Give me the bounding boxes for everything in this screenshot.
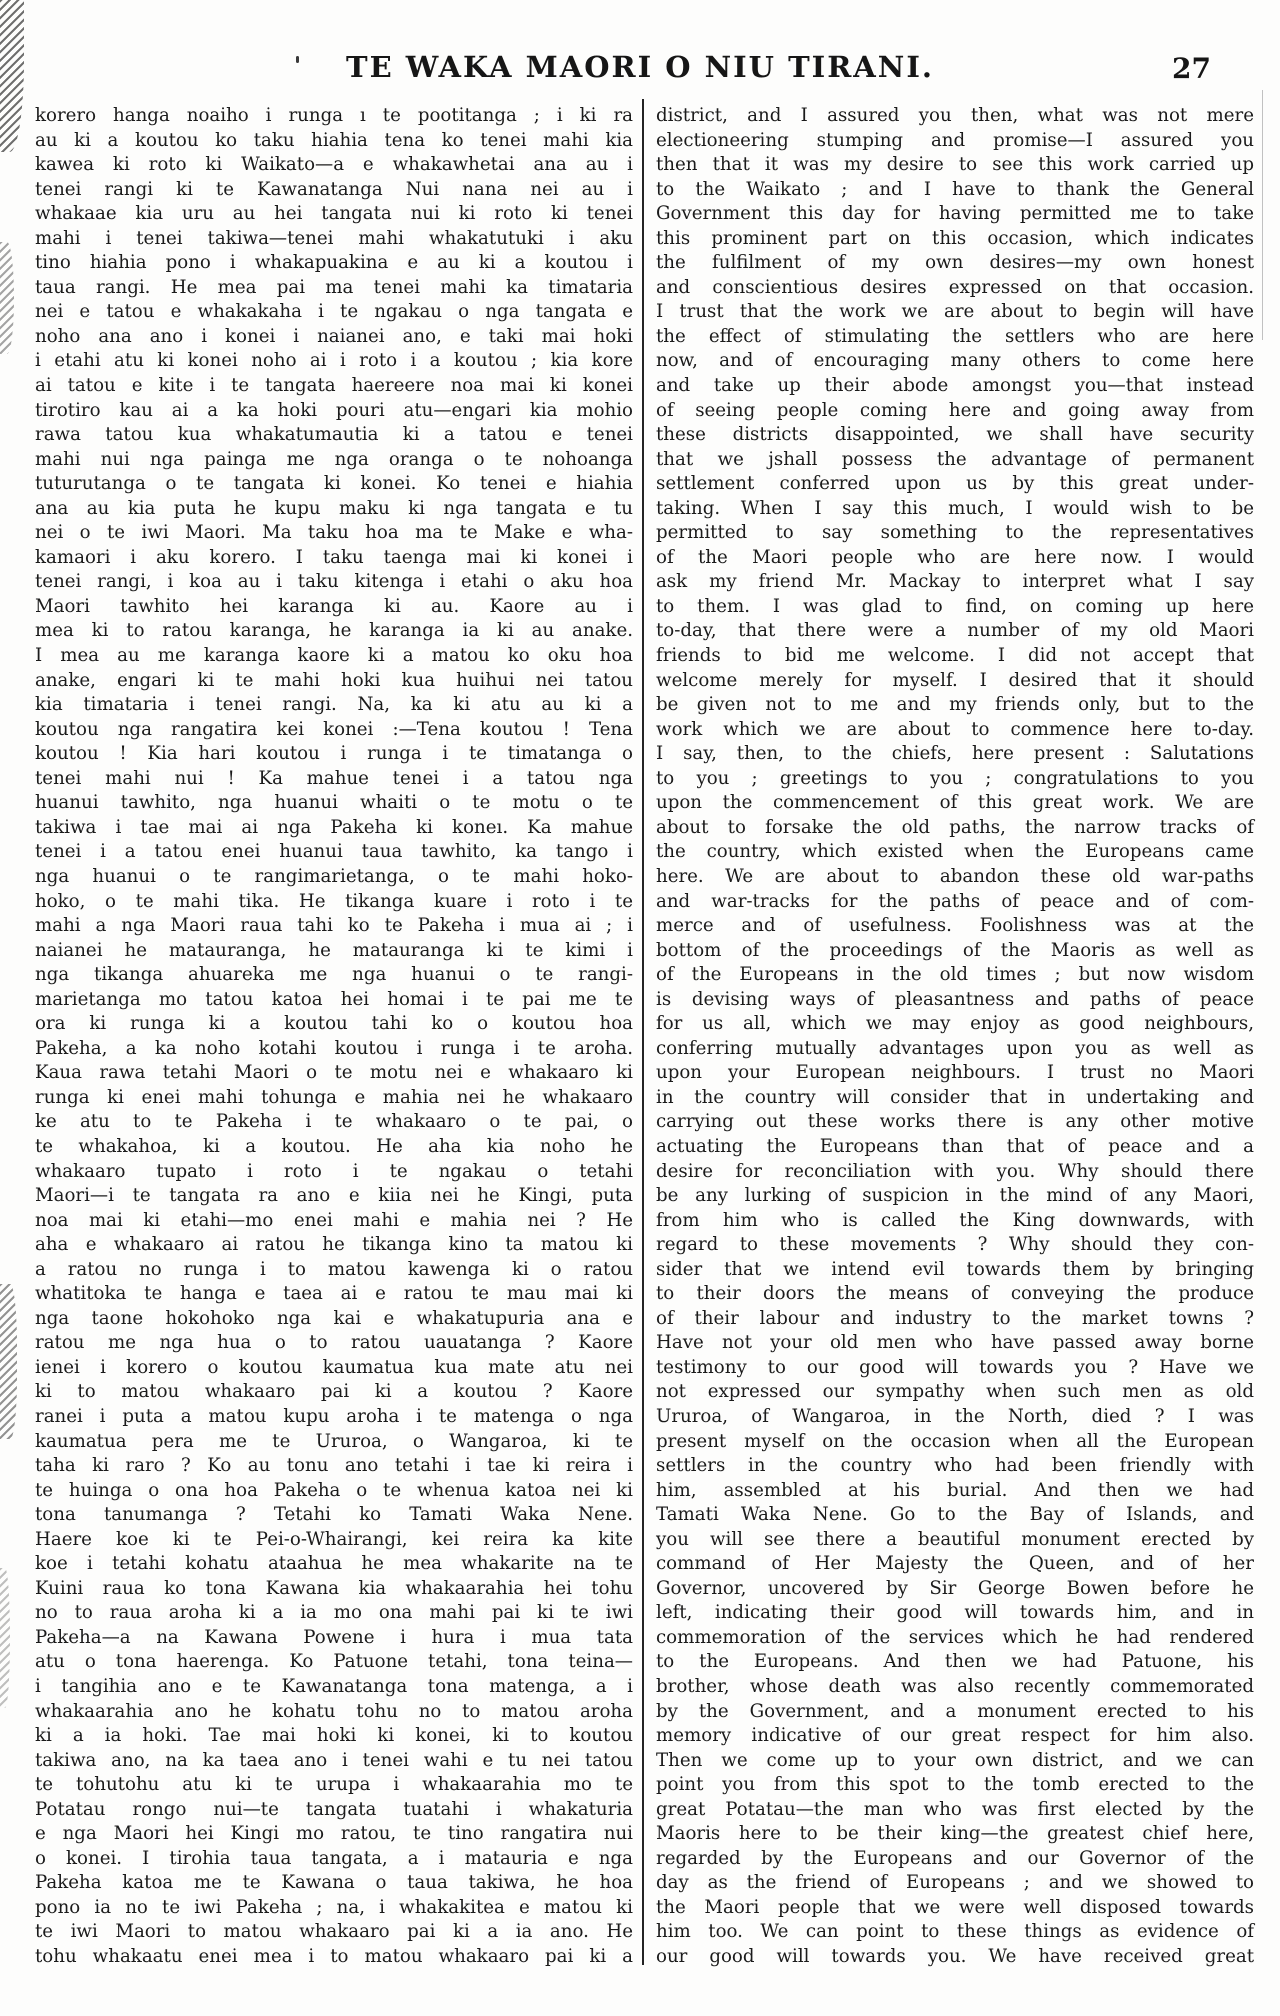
text-line: nga tikanga ahuareka me nga huanui o te rangi- xyxy=(35,964,633,986)
text-line: nga taone hokohoko nga kai e whakatupuria ana e xyxy=(35,1307,633,1329)
text-line: naianei he matauranga, he matauranga ki te kimi i xyxy=(35,939,633,961)
text-line: hoko, o te mahi tika. He tikanga kuare i roto i te xyxy=(35,890,633,912)
text-line: tenei rangi ki te Kawanatanga Nui nana nei au i xyxy=(35,178,633,200)
text-line: noa mai ki etahi—mo enei mahi e mahia nei ? He xyxy=(35,1209,633,1231)
text-line: electioneering stumping and promise—I assured you xyxy=(656,129,1254,151)
text-line: kia timataria i tenei rangi. Na, ka ki atu au ki a xyxy=(35,694,633,716)
page-number: 27 xyxy=(1172,52,1211,85)
text-line: for us all, which we may enjoy as good neighbours, xyxy=(656,1013,1254,1035)
text-line: our good will towards you. We have received great xyxy=(656,1946,1254,1968)
text-line: no to raua aroha ki a ia mo ona mahi pai ki te iwi xyxy=(35,1602,633,1624)
text-line: tenei rangi, i koa au i taku kitenga i etahi o aku hoa xyxy=(35,571,633,593)
text-line: i tangihia ano e te Kawanatanga tona matenga, a i xyxy=(35,1676,633,1697)
text-line: of seeing people coming here and going away from xyxy=(656,399,1254,421)
text-line: ana au kia puta he kupu maku ki nga tangata e tu xyxy=(35,497,633,519)
text-line: to the Europeans. And then we had Patuone, his xyxy=(656,1651,1254,1673)
text-line: Governor, uncovered by Sir George Bowen before he xyxy=(656,1577,1254,1599)
text-line: testimony to our good will towards you ? Have we xyxy=(656,1356,1254,1378)
text-line: huanui tawhito, nga huanui whaiti o te motu o te xyxy=(35,792,633,814)
text-line: Maoris here to be their king—the greatest chief here, xyxy=(656,1823,1254,1845)
text-line: te huinga o ona hoa Pakeha o te whenua katoa nei ki xyxy=(35,1479,633,1501)
text-line: ratou me nga hua o to ratou uauatanga ? Kaore xyxy=(35,1332,633,1354)
text-line: great Potatau—the man who was first elected by the xyxy=(656,1798,1254,1820)
text-line: marietanga mo tatou katoa hei homai i te pai me te xyxy=(35,988,633,1010)
text-line: te whakahoa, ki a koutou. He aha kia noho he xyxy=(35,1135,633,1157)
text-line: him, assembled at his burial. And then we had xyxy=(656,1479,1254,1501)
text-line: regarded by the Europeans and our Governor of the xyxy=(656,1847,1254,1869)
column-divider-rule xyxy=(642,99,644,1965)
text-line: whakaae kia uru au hei tangata nui ki roto ki tenei xyxy=(35,203,633,225)
text-line: o konei. I tirohia taua tangata, a i matauria e nga xyxy=(35,1847,633,1869)
text-line: kaumatua pera me te Ururoa, o Wangaroa, ki te xyxy=(35,1430,633,1452)
text-line: of their labour and industry to the market towns ? xyxy=(656,1307,1254,1329)
text-line: aha e whakaaro ai ratou he tikanga kino ta matou ki xyxy=(35,1234,633,1256)
text-line: runga ki enei mahi tohunga e mahia nei he whakaaro xyxy=(35,1086,633,1108)
text-line: the effect of stimulating the settlers who are here xyxy=(656,325,1254,347)
text-line: the country, which existed when the Europeans came xyxy=(656,841,1254,863)
text-line: be any lurking of suspicion in the mind of any Maori, xyxy=(656,1185,1254,1207)
text-line: of the Maori people who are here now. I would xyxy=(656,546,1254,568)
text-line: to their doors the means of conveying the produce xyxy=(656,1283,1254,1305)
text-line: to the Waikato ; and I have to thank the General xyxy=(656,178,1254,200)
text-line: not expressed our sympathy when such men as old xyxy=(656,1381,1254,1403)
text-line: whakaarahia ano he kohatu tohu no to matou aroha xyxy=(35,1700,633,1722)
text-line: I mea au me karanga kaore ki a matou ko oku hoa xyxy=(35,645,633,667)
text-line: koutou nga rangatira kei konei :—Tena koutou ! Tena xyxy=(35,718,633,740)
text-line: and war-tracks for the paths of peace and of com- xyxy=(656,890,1254,912)
text-line: te iwi Maori to matou whakaaro pai ki a ia ano. He xyxy=(35,1921,633,1943)
text-line: now, and of encouraging many others to come here xyxy=(656,350,1254,372)
text-line: Ururoa, of Wangaroa, in the North, died ? I was xyxy=(656,1405,1254,1427)
text-line: Pakeha—a na Kawana Powene i hura i mua tata xyxy=(35,1626,633,1648)
text-line: anake, engari ki te mahi hoki kua huihui nei tatou xyxy=(35,669,633,691)
text-line: to you ; greetings to you ; congratulations to you xyxy=(656,767,1254,789)
text-line: tenei i a tatou enei huanui taua tawhito, ka tango i xyxy=(35,841,633,863)
text-line: brother, whose death was also recently commemorated xyxy=(656,1676,1254,1697)
text-line: to-day, that there were a number of my old Maori xyxy=(656,620,1254,642)
text-line: pono ia no te iwi Pakeha ; na, i whakakitea e matou ki xyxy=(35,1896,633,1918)
text-line: whakaaro tupato i roto i te ngakau o tetahi xyxy=(35,1160,633,1182)
text-line: regard to these movements ? Why should they con- xyxy=(656,1234,1254,1256)
text-line: the Maori people that we were well disposed towards xyxy=(656,1896,1254,1918)
text-line: carrying out these works there is any other motive xyxy=(656,1111,1254,1133)
scan-artifact xyxy=(0,1568,10,1708)
right-column-english-text xyxy=(656,104,1254,1970)
text-line: mea ki to ratou karanga, he karanga ia ki au anake. xyxy=(35,620,633,642)
text-line: him too. We can point to these things as evidence of xyxy=(656,1921,1254,1943)
text-line: nga huanui o te rangimarietanga, o te mahi hoko- xyxy=(35,865,633,887)
text-line: taking. When I say this much, I would wish to be xyxy=(656,497,1254,519)
text-line: ora ki runga ki a koutou tahi ko o koutou hoa xyxy=(35,1013,633,1035)
text-line: that we jshall possess the advantage of permanent xyxy=(656,448,1254,470)
text-line: upon your European neighbours. I trust no Maori xyxy=(656,1062,1254,1084)
text-line: tino hiahia pono i whakapuakina e au ki a koutou i xyxy=(35,252,633,274)
text-line: district, and I assured you then, what was not mere xyxy=(656,105,1254,126)
scan-artifact xyxy=(0,1284,17,1439)
text-line: by the Government, and a monument erected to his xyxy=(656,1700,1254,1722)
text-line: ranei i puta a matou kupu aroha i te matenga o nga xyxy=(35,1405,633,1427)
text-line: ki a ia hoki. Tae mai hoki ki konei, ki to koutou xyxy=(35,1725,633,1747)
text-line: be given not to me and my friends only, but to the xyxy=(656,694,1254,716)
text-line: permitted to say something to the representatives xyxy=(656,522,1254,544)
text-line: Kaua rawa tetahi Maori o te motu nei e whakaaro ki xyxy=(35,1062,633,1084)
text-line: merce and of usefulness. Foolishness was at the xyxy=(656,915,1254,937)
text-line: rawa tatou kua whakatumautia ki a tatou e tenei xyxy=(35,424,633,446)
text-line: and take up their abode amongst you—that instead xyxy=(656,375,1254,397)
left-column-maori-text xyxy=(35,104,633,1970)
text-line: Tamati Waka Nene. Go to the Bay of Islands, and xyxy=(656,1504,1254,1526)
text-line: actuating the Europeans than that of peace and a xyxy=(656,1135,1254,1157)
text-line: Maori—i te tangata ra ano e kiia nei he Kingi, puta xyxy=(35,1185,633,1207)
text-line: korero hanga noaiho i runga ı te pootitanga ; i ki ra xyxy=(35,105,633,126)
text-line: tona tanumanga ? Tetahi ko Tamati Waka Nene. xyxy=(35,1504,633,1526)
text-line: the fulfilment of my own desires—my own honest xyxy=(656,252,1254,274)
text-line: Government this day for having permitted me to take xyxy=(656,203,1254,225)
text-line: friends to bid me welcome. I did not accept that xyxy=(656,645,1254,667)
text-line: koutou ! Kia hari koutou i runga i te timatanga o xyxy=(35,743,633,765)
text-line: desire for reconciliation with you. Why should there xyxy=(656,1160,1254,1182)
text-line: mahi nui nga painga me nga oranga o te nohoanga xyxy=(35,448,633,470)
text-line: in the country will consider that in undertaking and xyxy=(656,1086,1254,1108)
text-line: I trust that the work we are about to begin will have xyxy=(656,301,1254,323)
text-line: point you from this spot to the tomb erected to the xyxy=(656,1774,1254,1796)
text-line: tenei mahi nui ! Ka mahue tenei i a tatou nga xyxy=(35,767,633,789)
text-line: from him who is called the King downwards, with xyxy=(656,1209,1254,1231)
text-line: i etahi atu ki konei noho ai i roto i a koutou ; kia kore xyxy=(35,350,633,372)
text-line: about to forsake the old paths, the narrow tracks of xyxy=(656,816,1254,838)
text-line: tohu whakaatu enei mea i to matou whakaaro pai ki a xyxy=(35,1946,633,1968)
text-line: of the Europeans in the old times ; but now wisdom xyxy=(656,964,1254,986)
text-line: to them. I was glad to find, on coming up here xyxy=(656,595,1254,617)
text-line: and conscientious desires expressed on that occasion. xyxy=(656,276,1254,298)
text-line: a ratou no runga i to matou kawenga ki o ratou xyxy=(35,1258,633,1280)
text-line: ai tatou e kite i te tangata haereere noa mai ki konei xyxy=(35,375,633,397)
text-line: day as the friend of Europeans ; and we showed to xyxy=(656,1872,1254,1894)
text-line: tirotiro kau ai a ka hoki pouri atu—engari kia mohio xyxy=(35,399,633,421)
text-line: te tohutohu atu ki te urupa i whakaarahia mo te xyxy=(35,1774,633,1796)
text-line: settlers in the country who had been friendly with xyxy=(656,1455,1254,1477)
text-line: au ki a koutou ko taku hiahia tena ko tenei mahi kia xyxy=(35,129,633,151)
text-line: koe i tetahi kohatu ataahua he mea whakarite na te xyxy=(35,1553,633,1575)
text-line: bottom of the proceedings of the Maoris as well as xyxy=(656,939,1254,961)
text-line: Pakeha, a ka noho kotahi koutou i runga i te aroha. xyxy=(35,1037,633,1059)
text-line: sider that we intend evil towards them by bringing xyxy=(656,1258,1254,1280)
text-line: e nga Maori hei Kingi mo ratou, te tino rangatira nui xyxy=(35,1823,633,1845)
scan-artifact xyxy=(0,242,14,354)
page-edge-mark xyxy=(1262,90,1263,340)
text-line: takiwa i tae mai ai nga Pakeha ki koneı. Ka mahue xyxy=(35,816,633,838)
text-line: left, indicating their good will towards him, and in xyxy=(656,1602,1254,1624)
text-line: I say, then, to the chiefs, here present : Salutations xyxy=(656,743,1254,765)
text-line: tuturutanga o te tangata ki konei. Ko tenei e hiahia xyxy=(35,473,633,495)
text-line: work which we are about to commence here to-day. xyxy=(656,718,1254,740)
text-line: Potatau rongo nui—te tangata tuatahi i whakaturia xyxy=(35,1798,633,1820)
text-line: Pakeha katoa me te Kawana o taua takiwa, he hoa xyxy=(35,1872,633,1894)
text-line: welcome merely for myself. I desired that it should xyxy=(656,669,1254,691)
text-line: takiwa ano, na ka taea ano i tenei wahi e tu nei tatou xyxy=(35,1749,633,1771)
text-line: atu o tona haerenga. Ko Patuone tetahi, tona teina— xyxy=(35,1651,633,1673)
text-line: noho ana ano i konei i naianei ano, e taki mai hoki xyxy=(35,325,633,347)
text-line: ki to matou whakaaro pai ki a koutou ? Kaore xyxy=(35,1381,633,1403)
text-line: ienei i korero o koutou kaumatua kua mate atu nei xyxy=(35,1356,633,1378)
text-line: kamaori i aku korero. I taku taenga mai ki konei i xyxy=(35,546,633,568)
text-line: Kuini raua ko tona Kawana kia whakaarahia hei tohu xyxy=(35,1577,633,1599)
text-line: Maori tawhito hei karanga ki au. Kaore au i xyxy=(35,595,633,617)
text-line: Have not your old men who have passed away borne xyxy=(656,1332,1254,1354)
text-line: kawea ki roto ki Waikato—a e whakawhetai ana au i xyxy=(35,154,633,176)
text-line: you will see there a beautiful monument erected by xyxy=(656,1528,1254,1550)
text-line: these districts disappointed, we shall have security xyxy=(656,424,1254,446)
text-line: taua rangi. He mea pai ma tenei mahi ka timataria xyxy=(35,276,633,298)
text-line: Then we come up to your own district, and we can xyxy=(656,1749,1254,1771)
text-line: here. We are about to abandon these old war-paths xyxy=(656,865,1254,887)
text-line: command of Her Majesty the Queen, and of her xyxy=(656,1553,1254,1575)
page-title: TE WAKA MAORI O NIU TIRANI. xyxy=(346,50,934,84)
text-line: commemoration of the services which he had rendered xyxy=(656,1626,1254,1648)
text-line: ke atu to te Pakeha i te whakaaro o te pai, o xyxy=(35,1111,633,1133)
text-line: then that it was my desire to see this work carried up xyxy=(656,154,1254,176)
text-line: memory indicative of our great respect for him also. xyxy=(656,1725,1254,1747)
text-line: mahi i tenei takiwa—tenei mahi whakatutuki i aku xyxy=(35,227,633,249)
text-line: conferring mutually advantages upon you as well as xyxy=(656,1037,1254,1059)
text-line: nei o te iwi Maori. Ma taku hoa ma te Make e wha- xyxy=(35,522,633,544)
text-line: settlement conferred upon us by this great under- xyxy=(656,473,1254,495)
text-line: nei e tatou e whakakaha i te ngakau o nga tangata e xyxy=(35,301,633,323)
text-line: Haere koe ki te Pei-o-Whairangi, kei reira ka kite xyxy=(35,1528,633,1550)
text-line: this prominent part on this occasion, which indicates xyxy=(656,227,1254,249)
text-line: whatitoka te hanga e taea ai e ratou te mau mai ki xyxy=(35,1283,633,1305)
text-line: ask my friend Mr. Mackay to interpret what I say xyxy=(656,571,1254,593)
text-line: present myself on the occasion when all the European xyxy=(656,1430,1254,1452)
text-line: upon the commencement of this great work. We are xyxy=(656,792,1254,814)
text-line: mahi a nga Maori raua tahi ko te Pakeha i mua ai ; i xyxy=(35,915,633,937)
text-line: taha ki raro ? Ko au tonu ano tetahi i tae ki reira i xyxy=(35,1455,633,1477)
text-line: is devising ways of pleasantness and paths of peace xyxy=(656,988,1254,1010)
